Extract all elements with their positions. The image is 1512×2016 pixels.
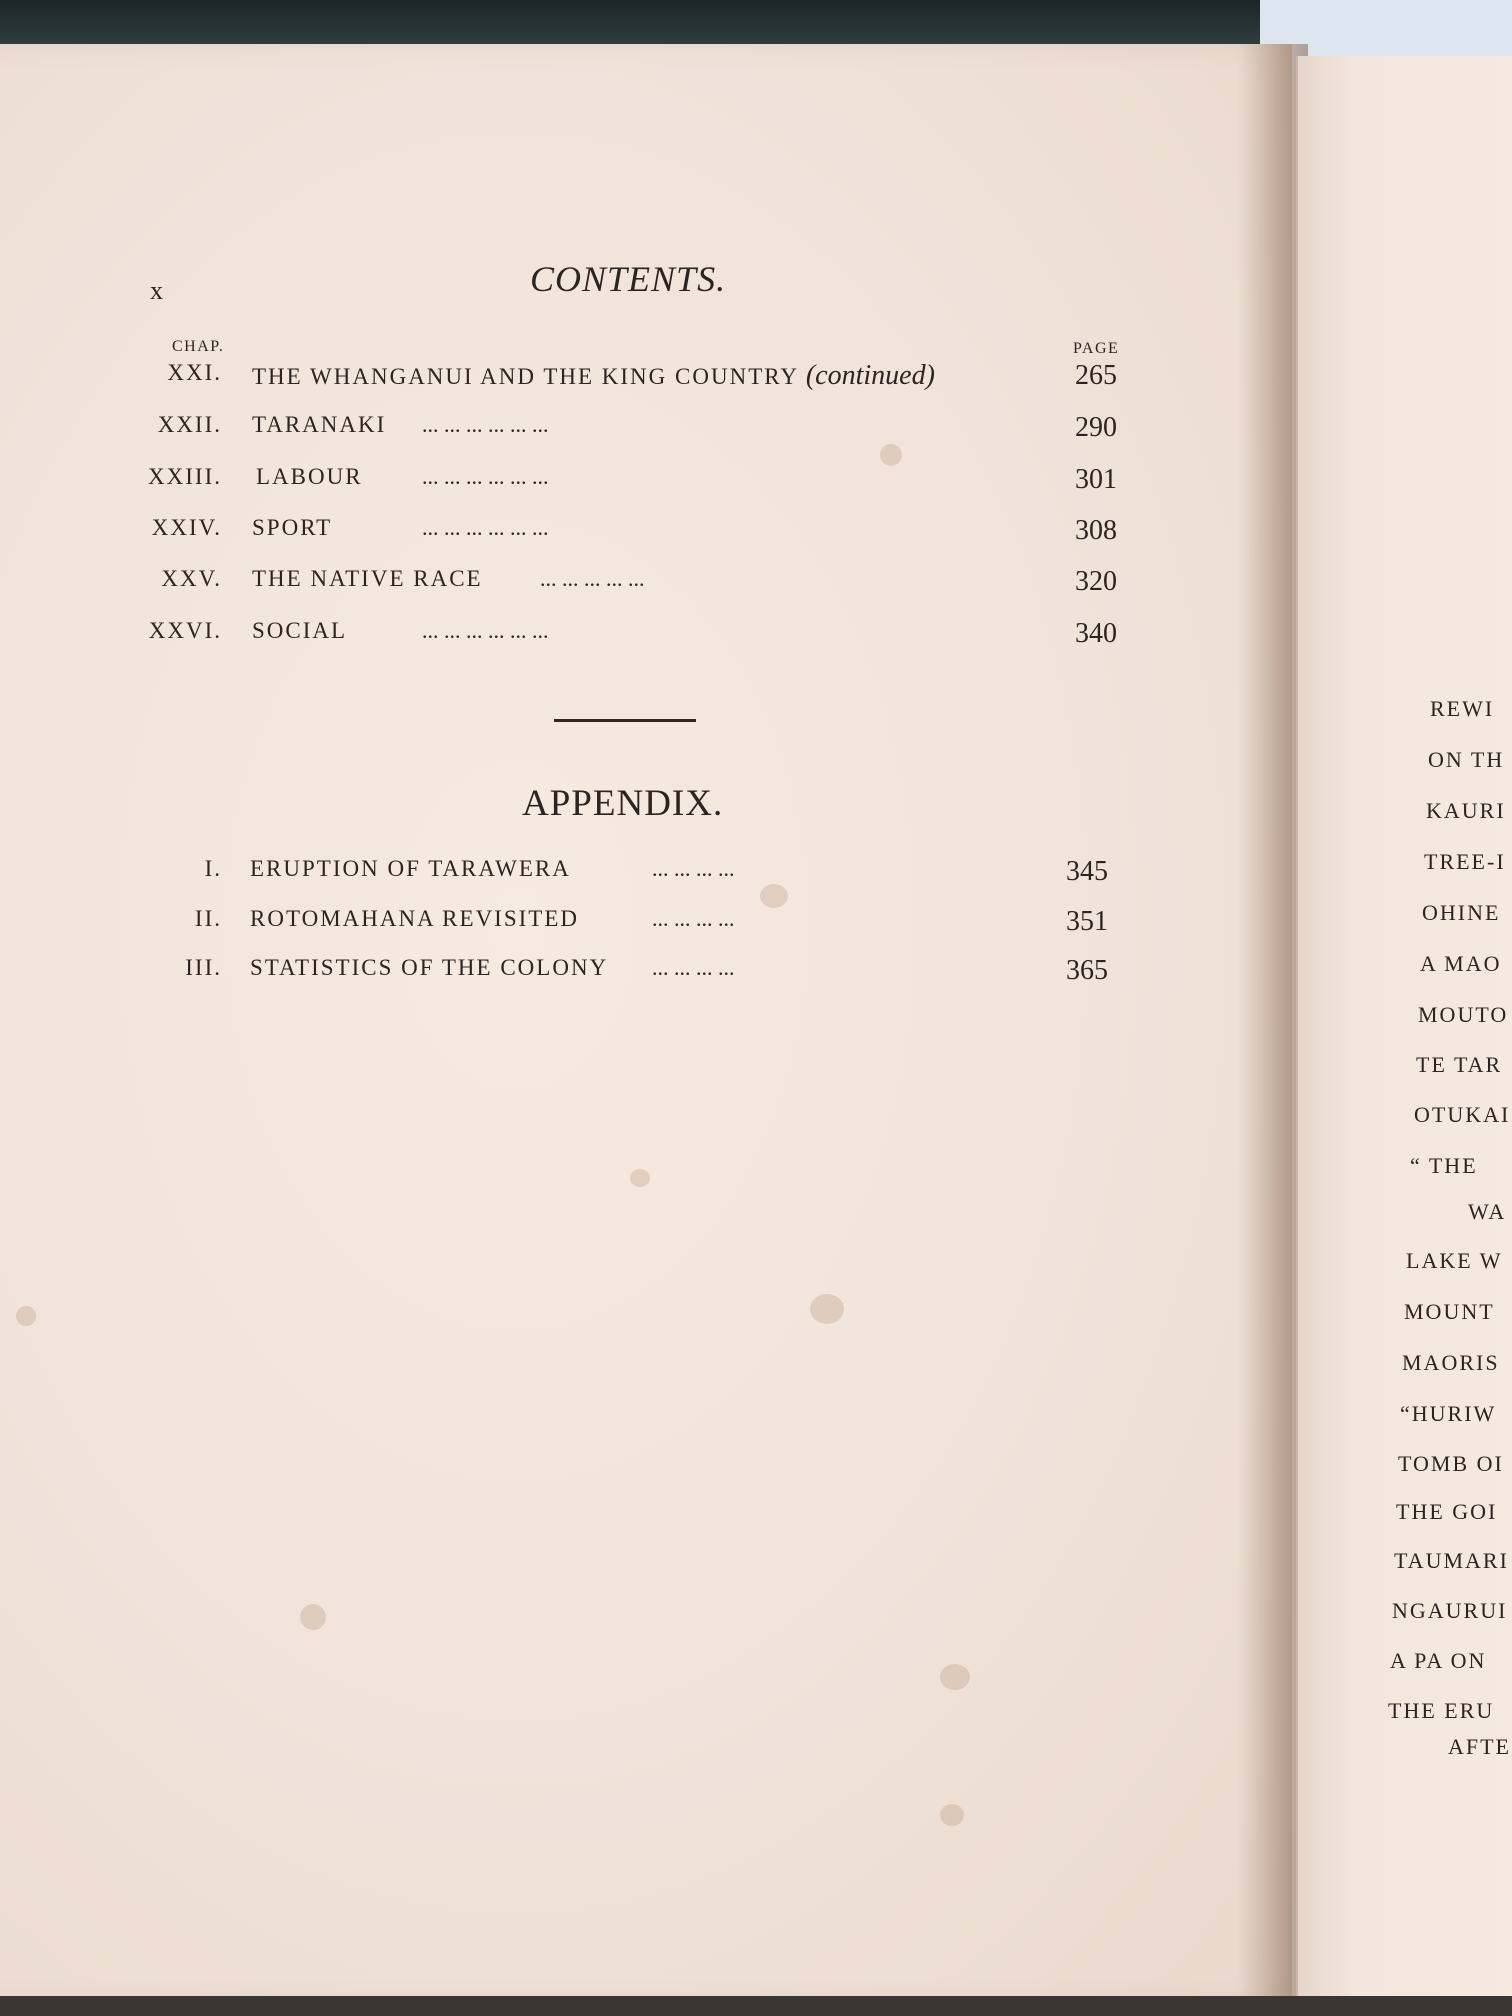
facing-text: MAORIS xyxy=(1402,1350,1500,1375)
chapter-qualifier: (continued) xyxy=(805,360,935,391)
chapter-page: 340 xyxy=(1075,618,1117,649)
paper-stain xyxy=(940,1664,970,1690)
facing-text: OTUKAI xyxy=(1414,1102,1511,1127)
facing-text: MOUTO xyxy=(1418,1002,1509,1027)
appendix-title: ROTOMAHANA REVISITED xyxy=(250,906,579,931)
appendix-page: 351 xyxy=(1066,906,1108,937)
facing-text: WA xyxy=(1468,1199,1507,1224)
chapter-number: XXII. xyxy=(157,412,222,437)
appendix-number: I. xyxy=(204,856,222,881)
facing-text: “HURIW xyxy=(1400,1401,1497,1426)
facing-text: NGAURUI xyxy=(1392,1598,1508,1623)
dot-leaders: ... ... ... ... ... ... xyxy=(422,515,549,540)
appendix-entry xyxy=(140,856,1140,890)
chapter-page: 265 xyxy=(1075,360,1117,391)
paper-stain xyxy=(16,1306,36,1326)
appendix-title: ERUPTION OF TARAWERA xyxy=(250,856,571,881)
facing-text: TE TAR xyxy=(1416,1052,1503,1077)
page-column-heading: PAGE xyxy=(1073,340,1120,357)
chapter-title: SPORT xyxy=(252,515,333,540)
toc-entry xyxy=(140,566,1140,600)
chapter-number: XXVI. xyxy=(148,618,222,643)
dot-leaders: ... ... ... ... ... xyxy=(540,566,645,591)
section-divider xyxy=(554,719,696,722)
paper-stain xyxy=(940,1804,964,1826)
chapter-title: THE NATIVE RACE xyxy=(252,566,483,591)
chapter-page: 290 xyxy=(1075,412,1117,443)
toc-entry xyxy=(140,618,1140,652)
chapter-number: XXIV. xyxy=(151,515,222,540)
facing-text: OHINE xyxy=(1422,900,1501,925)
chapter-title: SOCIAL xyxy=(252,618,348,643)
chapter-number: XXIII. xyxy=(148,464,222,489)
facing-text: A PA ON xyxy=(1390,1648,1487,1673)
chapter-page: 301 xyxy=(1075,464,1117,495)
dot-leaders: ... ... ... ... ... ... xyxy=(422,618,549,643)
dot-leaders: ... ... ... ... xyxy=(652,906,735,931)
facing-text: LAKE W xyxy=(1406,1248,1503,1273)
chapter-number: XXV. xyxy=(161,566,222,591)
toc-entry xyxy=(140,515,1140,549)
appendix-heading: APPENDIX. xyxy=(522,783,724,824)
facing-text: THE GOI xyxy=(1396,1499,1498,1524)
chapter-title: LABOUR xyxy=(256,464,363,489)
dot-leaders: ... ... ... ... xyxy=(652,955,735,980)
facing-text: TOMB OI xyxy=(1398,1451,1504,1476)
chapter-column-heading: CHAP. xyxy=(172,338,225,355)
chapter-page: 320 xyxy=(1075,566,1117,597)
dot-leaders: ... ... ... ... xyxy=(652,856,735,881)
toc-entry xyxy=(140,412,1140,446)
toc-entry xyxy=(140,464,1140,498)
appendix-page: 345 xyxy=(1066,856,1108,887)
page-title: CONTENTS. xyxy=(530,259,727,299)
dot-leaders: ... ... ... ... ... ... xyxy=(422,464,549,489)
appendix-number: II. xyxy=(194,906,222,931)
appendix-page: 365 xyxy=(1066,955,1108,986)
chapter-title: THE WHANGANUI AND THE KING COUNTRY (continued) xyxy=(252,360,935,391)
book-cover-edge xyxy=(0,1996,1512,2016)
right-page xyxy=(1296,56,1512,2006)
facing-text: THE ERU xyxy=(1388,1698,1495,1723)
facing-text: “ THE xyxy=(1410,1153,1478,1178)
chapter-page: 308 xyxy=(1075,515,1117,546)
facing-text: ON TH xyxy=(1428,747,1505,772)
appendix-number: III. xyxy=(185,955,222,980)
dot-leaders: ... ... ... ... ... ... xyxy=(422,412,549,437)
facing-text: KAURI xyxy=(1426,798,1506,823)
facing-text: REWI xyxy=(1430,696,1495,721)
toc-entry xyxy=(140,360,1140,394)
paper-stain xyxy=(630,1169,650,1187)
paper-stain xyxy=(300,1604,326,1630)
facing-text: MOUNT xyxy=(1404,1299,1495,1324)
chapter-title: TARANAKI xyxy=(252,412,387,437)
facing-text: TAUMARI xyxy=(1394,1548,1509,1573)
appendix-entry xyxy=(140,906,1140,940)
facing-text: AFTE xyxy=(1448,1734,1511,1759)
page-number: x xyxy=(150,276,164,305)
facing-text: TREE-I xyxy=(1424,849,1506,874)
facing-text: A MAO xyxy=(1420,951,1502,976)
chapter-number: XXI. xyxy=(167,360,222,385)
paper-stain xyxy=(880,444,902,466)
appendix-title: STATISTICS OF THE COLONY xyxy=(250,955,609,980)
appendix-entry xyxy=(140,955,1140,989)
paper-stain xyxy=(810,1294,844,1324)
